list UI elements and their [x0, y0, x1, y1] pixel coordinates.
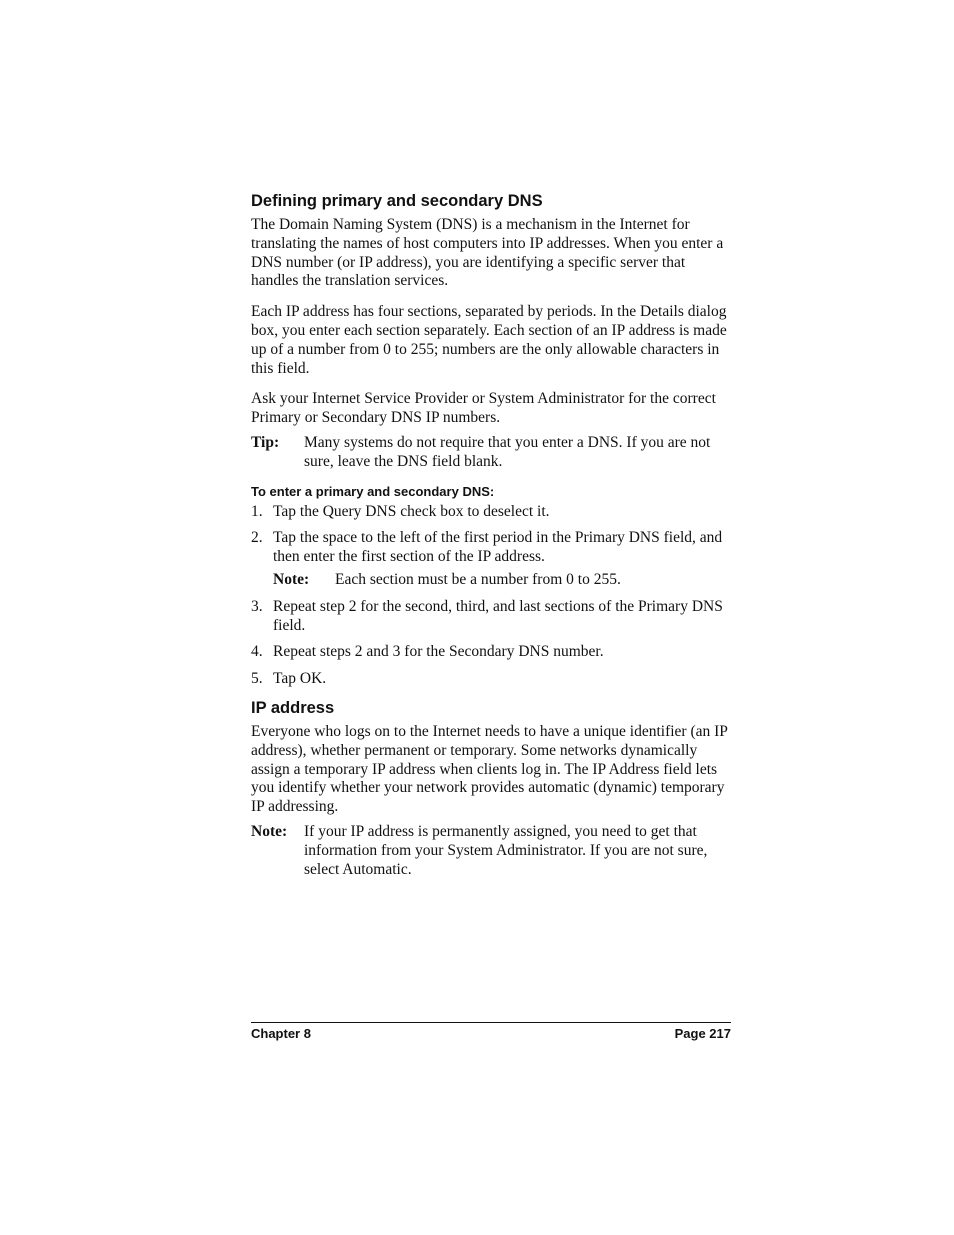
- paragraph-ip-sections: Each IP address has four sections, separated by periods. In the Details dialog box, you enter each section separately. Each section of an IP address is made up of a number from 0 to 255; numbers are the only allowable characters in this field.: [251, 303, 727, 377]
- procedure-steps: [251, 503, 731, 689]
- step-number: 3.: [251, 597, 263, 615]
- footer-chapter: Chapter 8: [251, 1026, 311, 1041]
- page-footer: [251, 1022, 731, 1043]
- step-item: [251, 503, 731, 522]
- step-item: [251, 670, 731, 689]
- step-text: Tap the space to the left of the first period in the Primary DNS field, and then enter the first section of the IP address.: [273, 529, 723, 566]
- step-item: [251, 529, 731, 567]
- procedure-heading: To enter a primary and secondary DNS:: [251, 483, 495, 499]
- step-note-label: Note:: [273, 570, 310, 588]
- paragraph-dns-intro: The Domain Naming System (DNS) is a mechanism in the Internet for translating the names of host computers into IP addresses. When you enter a DNS number (or IP address), you are identifying a specific server that handles the translation services.: [251, 216, 724, 290]
- step-number: 1.: [251, 502, 263, 520]
- step-number: 5.: [251, 670, 263, 688]
- paragraph-ip-address: Everyone who logs on to the Internet needs to have a unique identifier (an IP address), whether permanent or temporary. Some networks dynamically assign a temporary IP address when clients log in. The IP Address field lets you identify whether your network provides automatic (dynamic) temporary IP addressing.: [251, 722, 728, 816]
- tip-block: [251, 434, 731, 472]
- step-text: Repeat steps 2 and 3 for the Secondary DNS number.: [273, 643, 604, 661]
- step-number: 4.: [251, 643, 263, 661]
- step-text: Tap the Query DNS check box to deselect it.: [273, 502, 550, 520]
- tip-label: Tip:: [251, 433, 280, 451]
- step-item: [251, 643, 731, 662]
- section-heading-ip-address: IP address: [251, 698, 335, 717]
- tip-text: Many systems do not require that you enter a DNS. If you are not sure, leave the DNS field blank.: [304, 433, 711, 470]
- step-note-text: Each section must be a number from 0 to 255.: [335, 570, 621, 588]
- note-block: [251, 823, 731, 879]
- paragraph-ask-provider: Ask your Internet Service Provider or System Administrator for the correct Primary or Secondary DNS IP numbers.: [251, 390, 716, 427]
- step-note: [273, 571, 731, 590]
- step-text: Tap OK.: [273, 670, 327, 688]
- page-content: [251, 190, 731, 889]
- step-number: 2.: [251, 529, 263, 547]
- note-label: Note:: [251, 822, 288, 840]
- note-text: If your IP address is permanently assigned, you need to get that information from your System Administrator. If you are not sure, select Automatic.: [304, 822, 708, 878]
- footer-page-number: Page 217: [674, 1026, 731, 1041]
- step-item: [251, 598, 731, 636]
- step-text: Repeat step 2 for the second, third, and last sections of the Primary DNS field.: [273, 597, 723, 634]
- section-heading-dns: Defining primary and secondary DNS: [251, 192, 543, 210]
